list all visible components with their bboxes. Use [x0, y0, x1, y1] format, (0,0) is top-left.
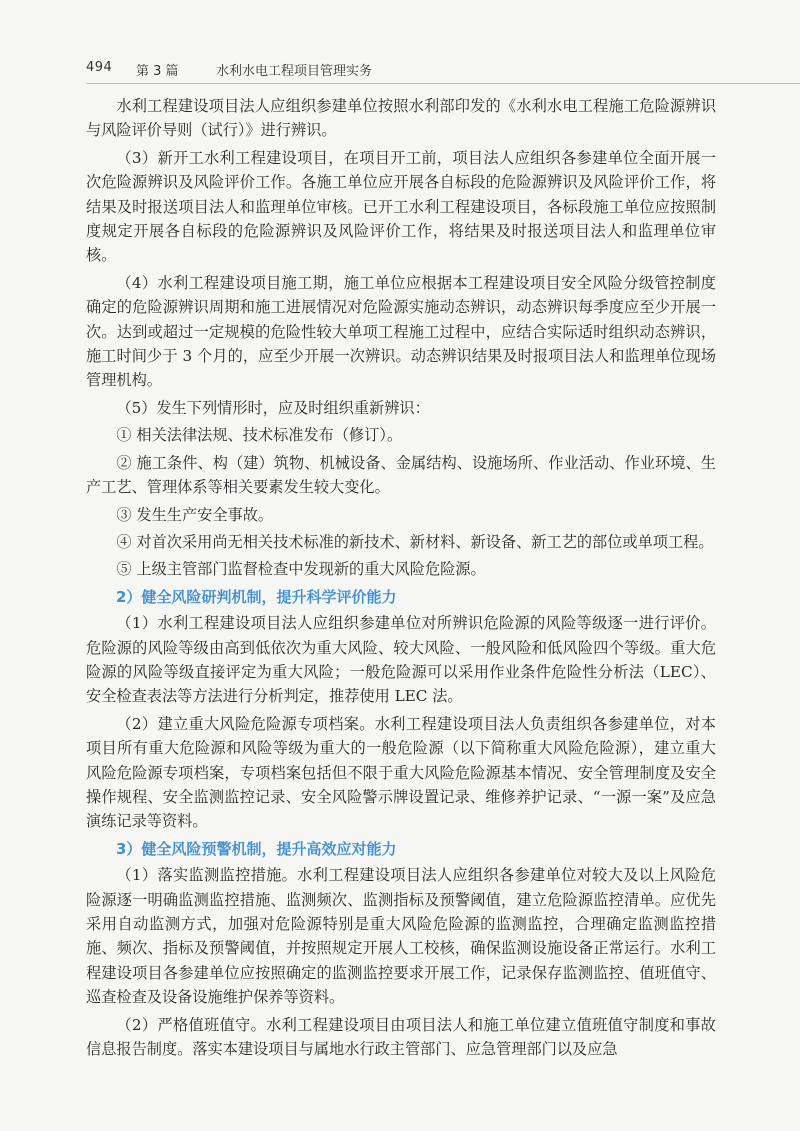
paragraph: （5）发生下列情形时，应及时组织重新辨识： [116, 398, 430, 417]
section-heading: 2）健全风险研判机制，提升科学评价能力 [116, 587, 397, 606]
list-item: ③ 发生生产安全事故。 [116, 505, 274, 524]
page-number: 494 [86, 60, 113, 75]
list-item: ④ 对首次采用尚无相关技术标准的新技术、新材料、新设备、新工艺的部位或单项工程。 [116, 532, 714, 551]
paragraph: 水利工程建设项目法人应组织参建单位按照水利部印发的《水利水电工程施工危险源辨识与风险评价导则（试行）》进行辨识。 [86, 97, 716, 140]
paragraph: （1）落实监测监控措施。水利工程建设项目法人应组织各参建单位对较大及以上风险危险源逐一明确监测监控措施、监测频次、监测指标及预警阈值，建立危险源监控清单。应优先采用自动监测方式，加强对危险源特别是重大风险危险源的监测监控，合理确定监测监控措施、频次、指标及预警阈值，并按照规定开展人工校核，确保监测设施设备正常运行。水利工程建设项目各参建单位应按照确定的监测监控要求开展工作，记录保存监测监控、值班值守、巡查检查及设备设施维护保养等资料。 [86, 866, 716, 1007]
body-text [86, 94, 716, 1064]
list-item: ⑤ 上级主管部门监督检查中发现新的重大风险危险源。 [116, 560, 486, 579]
paragraph: （3）新开工水利工程建设项目，在项目开工前，项目法人应组织各参建单位全面开展一次危险源辨识及风险评价工作。各施工单位应开展各自标段的危险源辨识及风险评价工作，将结果及时报送项目法人和监理单位审核。已开工水利工程建设项目，各标段施工单位应按照制度规定开展各自标段的危险源辨识及风险评价工作，将结果及时报送项目法人和监理单位审核。 [86, 148, 716, 265]
paragraph: （2）建立重大风险危险源专项档案。水利工程建设项目法人负责组织各参建单位，对本项目所有重大危险源和风险等级为重大的一般危险源（以下简称重大风险危险源），建立重大风险危险源专项档案，专项档案包括但不限于重大风险危险源基本情况、安全管理制度及安全操作规程、安全监测监控记录、安全风险警示牌设置记录、维修养护记录、“一源一案”及应急演练记录等资料。 [86, 714, 716, 831]
list-item: ① 相关法律法规、技术标准发布（修订）。 [116, 426, 403, 445]
chapter-label: 第 3 篇 [136, 64, 179, 79]
paragraph: （4）水利工程建设项目施工期，施工单位应根据本工程建设项目安全风险分级管控制度确定的危险源辨识周期和施工进展情况对危险源实施动态辨识，动态辨识每季度应至少开展一次。达到或超过一定规模的危险性较大单项工程施工过程中，应结合实际适时组织动态辨识，施工时间少于 3 个月的，应至少开展一次辨识。动态辨识结果及时报项目法人和监理单位现场管理机构。 [86, 273, 716, 390]
header-divider [86, 83, 800, 84]
running-header [86, 58, 726, 82]
section-heading: 3）健全风险预警机制，提升高效应对能力 [116, 839, 397, 858]
paragraph: （1）水利工程建设项目法人应组织参建单位对所辨识危险源的风险等级逐一进行评价。危险源的风险等级由高到低依次为重大风险、较大风险、一般风险和低风险四个等级。重大危险源的风险等级直接评定为重大风险；一般危险源可以采用作业条件危险性分析法（LEC）、安全检查表法等方法进行分析判定，推荐使用 LEC 法。 [86, 614, 716, 706]
list-item: ② 施工条件、构（建）筑物、机械设备、金属结构、设施场所、作业活动、作业环境、生产工艺、管理体系等相关要素发生较大变化。 [86, 453, 716, 497]
book-title: 水利水电工程项目管理实务 [216, 64, 373, 79]
paragraph: （2）严格值班值守。水利工程建设项目由项目法人和施工单位建立值班值守制度和事故信息报告制度。落实本建设项目与属地水行政主管部门、应急管理部门以及应急 [86, 1015, 716, 1059]
